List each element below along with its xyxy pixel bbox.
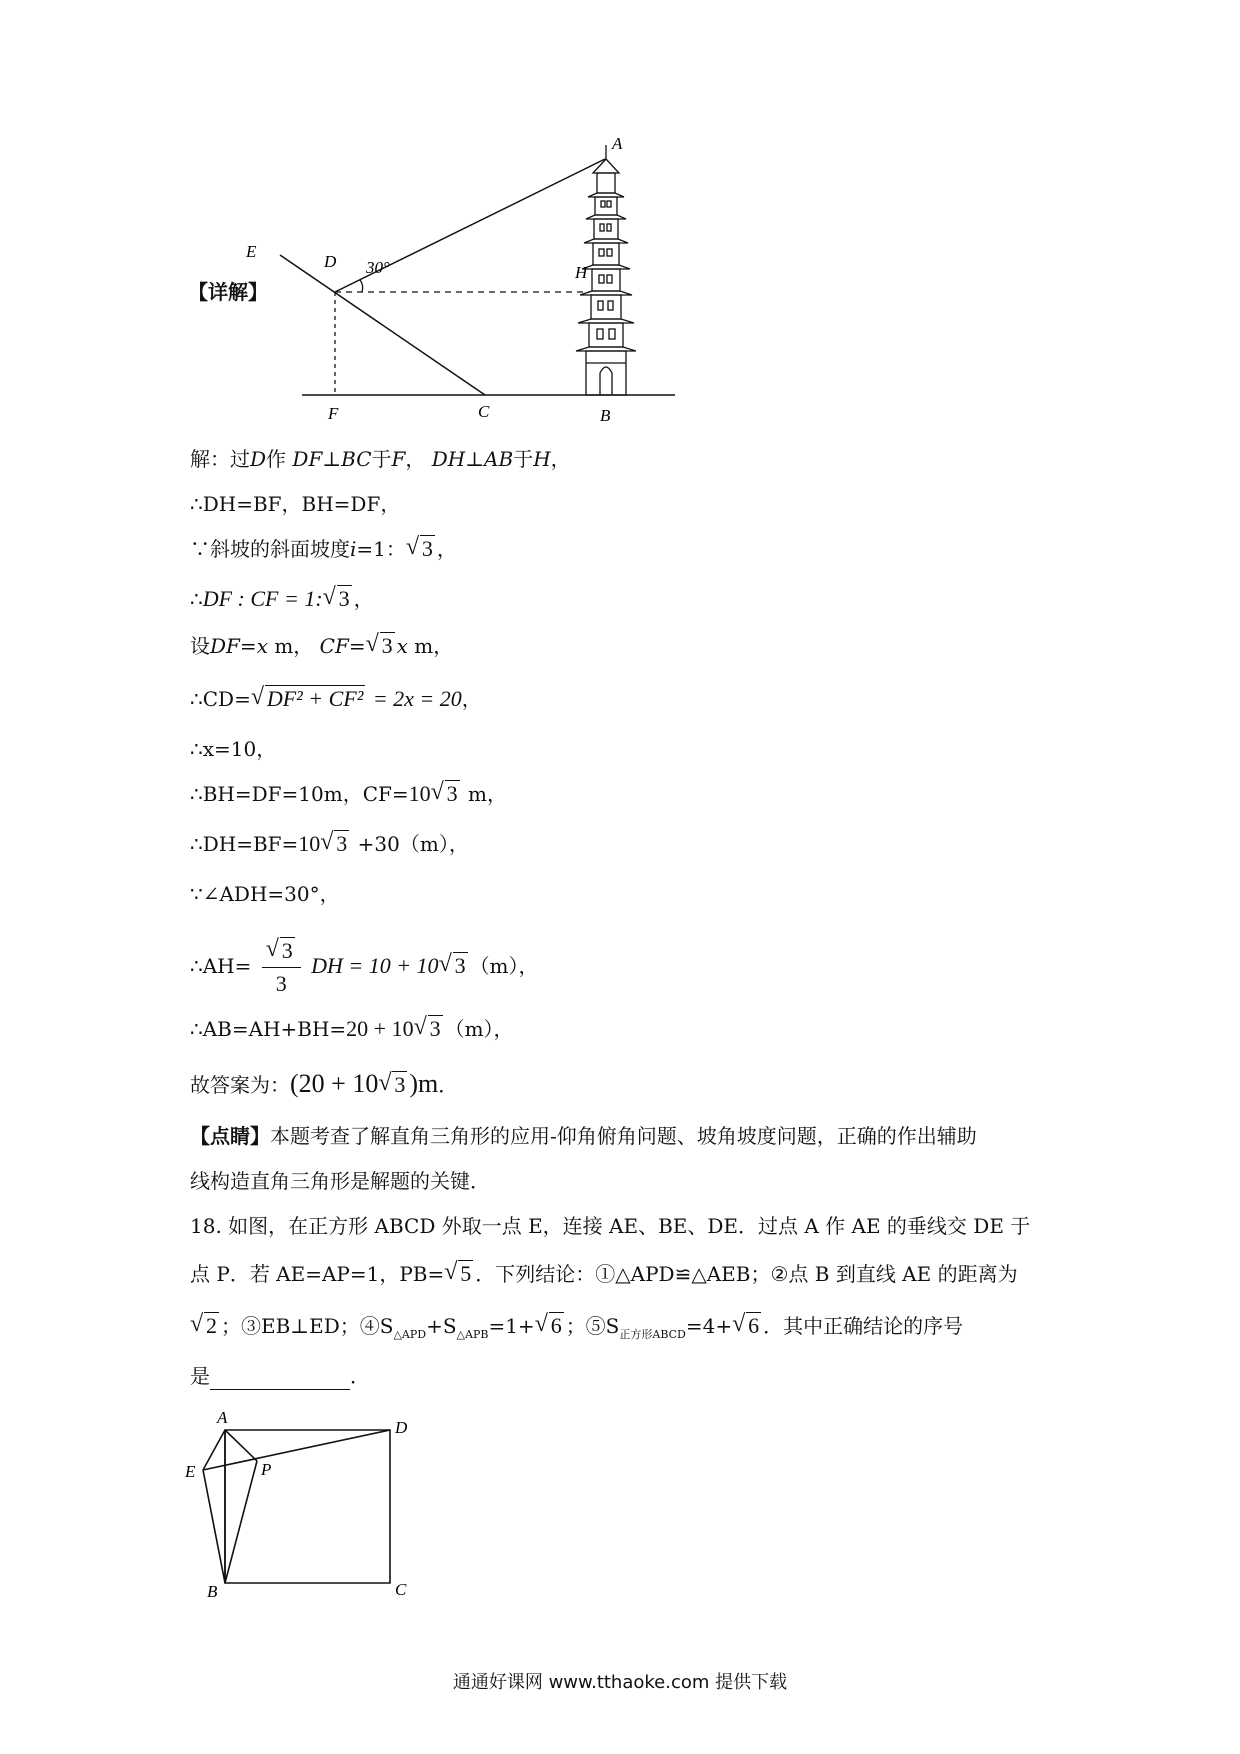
comment-line-1: 【点睛】本题考查了解直角三角形的应用-仰角俯角问题、坡角坡度问题，正确的作出辅助: [190, 1124, 977, 1148]
label-E2: E: [185, 1462, 196, 1481]
solution-line-10: ∵∠ADH=30°，: [190, 882, 340, 906]
solution-line-3: ∵斜坡的斜面坡度i=1：√ 3 ，: [190, 535, 457, 563]
label-A2: A: [217, 1408, 228, 1427]
label-C2: C: [395, 1580, 407, 1599]
label-D: D: [324, 252, 337, 271]
label-B: B: [600, 406, 611, 425]
segment-eb: [203, 1470, 225, 1583]
solution-line-5: 设DF=x m， CF=√ 3 x m，: [190, 632, 453, 660]
label-E: E: [246, 242, 257, 261]
solution-line-9: ∴DH=BF=10√ 3 +30（m），: [190, 830, 469, 858]
label-F: F: [328, 404, 339, 423]
comment-line-2: 线构造直角三角形是解题的关键．: [190, 1169, 490, 1193]
segment-ae: [203, 1430, 225, 1470]
solution-line-6: ∴CD=√ DF² + CF² = 2x = 20，: [190, 685, 482, 713]
figure-square: [185, 1405, 415, 1600]
label-angle: 30°: [366, 258, 390, 277]
label-D2: D: [395, 1418, 408, 1437]
solution-line-8: ∴BH=DF=10m，CF=10√ 3 m，: [190, 780, 507, 808]
label-H: H: [575, 263, 588, 282]
label-B2: B: [207, 1582, 218, 1601]
label-P2: P: [261, 1460, 272, 1479]
angle-arc: [360, 280, 363, 292]
solution-line-1: 解：过D作 DF⊥BC于F， DH⊥AB于H，: [190, 447, 571, 471]
label-A: A: [612, 134, 623, 153]
solution-line-12: ∴AB=AH+BH=20 + 10√ 3 （m），: [190, 1015, 514, 1043]
q18-line-2: 点 P．若 AE=AP=1，PB=√ 5 ．下列结论：①△APD≌△AEB；②点 B 到直线 AE 的距离为: [190, 1260, 1018, 1288]
segment-pb: [225, 1461, 257, 1583]
figure-tower-slope: [246, 134, 690, 435]
solution-line-13: 故答案为：(20 + 10√ 3 )m．: [190, 1070, 458, 1099]
q18-line-1: 18. 如图，在正方形 ABCD 外取一点 E，连接 AE、BE、DE．过点 A 作 AE 的垂线交 DE 于: [190, 1214, 1031, 1238]
footer-text: 通通好课网 www.tthaoke.com 提供下载: [452, 1672, 788, 1693]
solution-line-2: ∴DH=BF，BH=DF，: [190, 492, 401, 516]
solution-line-7: ∴x=10，: [190, 737, 277, 761]
answer-blank: [210, 1369, 350, 1390]
comment-label: 【点睛】: [190, 1124, 270, 1148]
label-C: C: [478, 402, 490, 421]
q18-line-4: 是 ．: [190, 1364, 370, 1388]
segment-ap: [225, 1430, 257, 1461]
solution-line-11: ∴AH= √ $\frac{3}{3}$ DH = 10 + 10√ 3 （m），: [190, 935, 539, 1000]
solution-line-4: ∴DF : CF = 1:√ 3 ，: [190, 585, 374, 613]
q18-line-3: √ 2 ；③EB⊥ED；$④S_{\triangle APD}+S_{\triangle APB}=1+√$ 6 ；$⑤S_{正方形ABCD}=4+√$ 6 ．其中正确结论的序号: [190, 1312, 963, 1349]
detail-label: 【详解】: [188, 280, 268, 304]
